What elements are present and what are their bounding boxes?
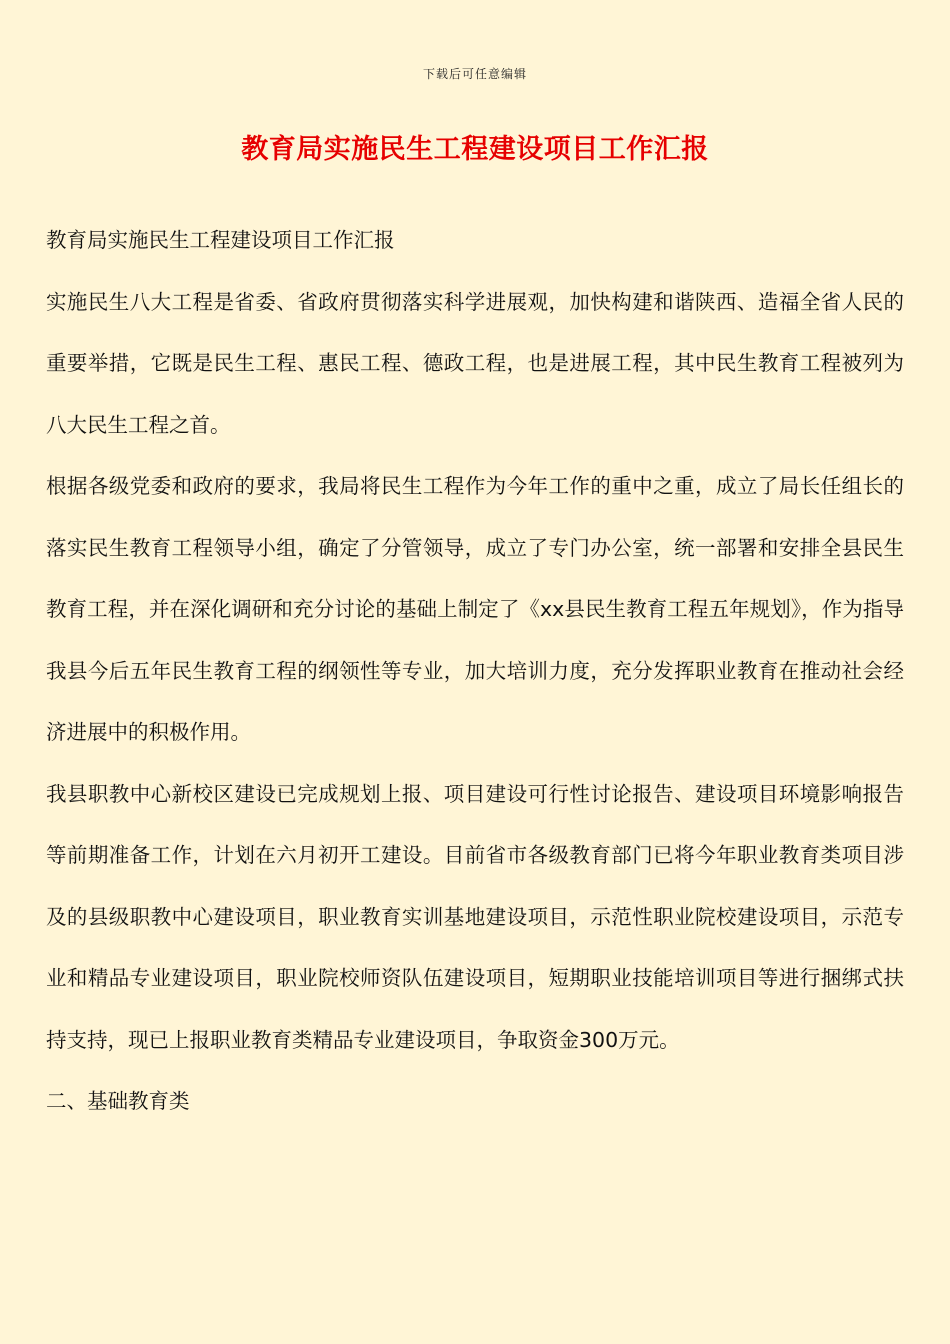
document-body <box>46 210 904 1133</box>
header-note: 下载后可任意编辑 <box>422 67 527 81</box>
body-heading: 教育局实施民生工程建设项目工作汇报 <box>46 228 395 252</box>
paragraph: 我县职教中心新校区建设已完成规划上报、项目建设可行性讨论报告、建设项目环境影响报告等前期准备工作，计划在六月初开工建设。目前省市各级教育部门已将今年职业教育类项目涉及的县级职教中心建设项目，职业教育实训基地建设项目，示范性职业院校建设项目，示范专业和精品专业建设项目，职业院校师资队伍建设项目，短期职业技能培训项目等进行捆绑式扶持支持，现已上报职业教育类精品专业建设项目，争取资金300万元。 <box>46 781 904 1052</box>
paragraph: 实施民生八大工程是省委、省政府贯彻落实科学进展观，加快构建和谐陕西、造福全省人民的重要举措，它既是民生工程、惠民工程、德政工程，也是进展工程，其中民生教育工程被列为八大民生工程之首。 <box>46 289 904 437</box>
document-title: 教育局实施民生工程建设项目工作汇报 <box>241 134 709 165</box>
paragraph: 根据各级党委和政府的要求，我局将民生工程作为今年工作的重中之重，成立了局长任组长的落实民生教育工程领导小组，确定了分管领导，成立了专门办公室，统一部署和安排全县民生教育工程，并在深化调研和充分讨论的基础上制定了《xx县民生教育工程五年规划》，作为指导我县今后五年民生教育工程的纲领性等专业，加大培训力度，充分发挥职业教育在推动社会经济进展中的积极作用。 <box>46 474 904 744</box>
section-heading: 二、基础教育类 <box>46 1089 190 1113</box>
